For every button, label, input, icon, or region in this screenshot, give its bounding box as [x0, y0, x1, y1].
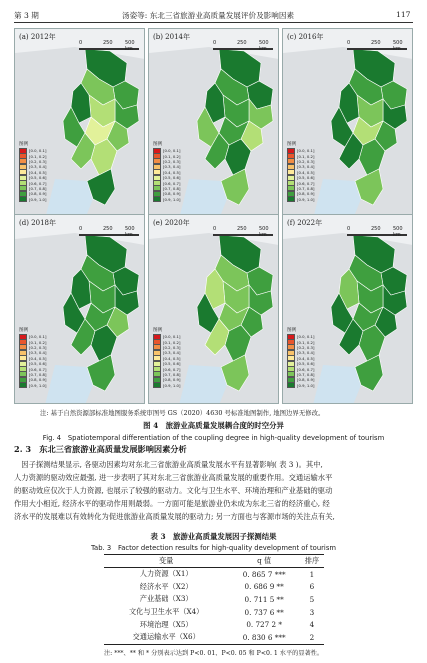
legend-item [153, 197, 193, 202]
legend-label: [0.3, 0.4] [297, 164, 315, 170]
scale-tick-label: 250 [237, 40, 247, 46]
scale-tick-label: 0 [347, 40, 351, 46]
cell-variable: 环境治理（X5） [139, 619, 193, 629]
map-panel [14, 28, 145, 218]
legend-label: [0.4, 0.5] [163, 169, 181, 175]
panel-label: (e) 2020年 [153, 219, 190, 227]
map-panel [282, 28, 413, 218]
map-legend [287, 141, 327, 202]
scale-tick-label: 250 [237, 226, 247, 232]
panel-label: (a) 2012年 [19, 33, 56, 41]
table-row [104, 618, 324, 631]
legend-label: [0.7, 0.8] [29, 185, 47, 191]
legend-label: [0.9, 1.0] [29, 382, 47, 388]
cell-q: 0. 686 9 ** [244, 582, 284, 592]
legend-label: [0.1, 0.2] [29, 153, 47, 159]
table-row [104, 581, 324, 594]
figure-caption-cn: 图 4 旅游业高质量发展耦合度的时空分异 [143, 421, 284, 430]
legend-label: [0.1, 0.2] [163, 339, 181, 345]
paragraph-line: 因子探测结果显示, 各驱动因素均对东北三省旅游业高质量发展水平有显著影响( 表 3 )。其中, [14, 460, 323, 469]
table-header-row [104, 555, 324, 568]
scale-bar [213, 226, 277, 238]
cell-q: 0. 865 7 *** [242, 569, 286, 579]
cell-q: 0. 830 6 *** [228, 631, 300, 644]
legend-label: [0.0, 0.1] [29, 334, 47, 340]
scale-tick-label: 500 km [393, 40, 403, 52]
table-caption-cn: 表 3 旅游业高质量发展因子探测结果 [150, 532, 277, 541]
section-heading: 2. 3 东北三省旅游业高质量发展影响因素分析 [14, 444, 187, 454]
cell-rank: 6 [309, 582, 315, 592]
legend-label: [0.2, 0.3] [297, 158, 315, 164]
legend-label: [0.0, 0.1] [297, 148, 315, 154]
legend-label: [0.3, 0.4] [163, 164, 181, 170]
legend-label: [0.9, 1.0] [297, 196, 315, 202]
scale-tick-label: 500 km [125, 226, 135, 238]
table-row [104, 568, 324, 581]
paragraph-line: 人力资源的驱动效应最强, 进一步表明了其对东北三省旅游业高质量发展的重要作用。交通运输水平 [14, 473, 333, 482]
paragraph-line: 的驱动效应仅次于人力资源, 也展示了较强的驱动力。文化与卫生水平、环境治理和产业基础的驱动 [14, 486, 333, 495]
legend-label: [0.7, 0.8] [163, 185, 181, 191]
table-row [104, 631, 324, 644]
legend-label: [0.2, 0.3] [297, 344, 315, 350]
scale-tick-label: 0 [213, 226, 217, 232]
legend-label: [0.2, 0.3] [29, 344, 47, 350]
legend-label: [0.1, 0.2] [297, 153, 315, 159]
legend-item [19, 383, 59, 388]
legend-label: [0.8, 0.9] [297, 377, 315, 383]
header-rule [14, 22, 413, 23]
header-variable: 变量 [104, 555, 228, 568]
legend-title: 图例 [287, 328, 297, 333]
cell-variable: 文化与卫生水平（X4） [128, 607, 204, 617]
scale-tick-label: 0 [79, 226, 83, 232]
legend-swatch [287, 196, 295, 202]
header-rank: 排序 [300, 555, 324, 568]
map-note: 注: 基于自然资源部标准地图服务系统审图号 GS（2020）4630 号标准地图制作, 地图边界无修改。 [40, 409, 325, 417]
panel-label: (c) 2016年 [287, 33, 324, 41]
map-legend [153, 141, 193, 202]
page-number: 117 [396, 10, 411, 19]
section-paragraph [14, 458, 414, 523]
legend-label: [0.6, 0.7] [163, 180, 181, 186]
scale-tick-label: 250 [371, 226, 381, 232]
legend-label: [0.5, 0.6] [29, 361, 47, 367]
legend-label: [0.7, 0.8] [29, 371, 47, 377]
map-panel [148, 28, 279, 218]
legend-label: [0.5, 0.6] [163, 175, 181, 181]
table-caption-en: Tab. 3 Factor detection results for high-quality development of tourism [91, 544, 336, 552]
figure-caption-en: Fig. 4 Spatiotemporal differentiation of the coupling degree in high-quality development of tourism [42, 434, 385, 442]
table-row [104, 606, 324, 619]
legend-label: [0.9, 1.0] [29, 196, 47, 202]
legend-label: [0.4, 0.5] [29, 169, 47, 175]
scale-tick-label: 0 [79, 40, 83, 46]
panel-label: (f) 2022年 [287, 219, 323, 227]
legend-label: [0.9, 1.0] [297, 382, 315, 388]
map-panel [148, 214, 279, 404]
legend-swatch [19, 196, 27, 202]
map-panel [282, 214, 413, 404]
legend-label: [0.3, 0.4] [297, 350, 315, 356]
cell-variable: 交通运输水平（X6） [104, 631, 228, 644]
legend-label: [0.0, 0.1] [163, 148, 181, 154]
scale-tick-label: 0 [213, 40, 217, 46]
legend-label: [0.4, 0.5] [297, 169, 315, 175]
legend-label: [0.4, 0.5] [163, 355, 181, 361]
legend-title: 图例 [19, 328, 29, 333]
map-legend [19, 327, 59, 388]
table-row [104, 593, 324, 606]
legend-label: [0.4, 0.5] [29, 355, 47, 361]
legend-label: [0.5, 0.6] [29, 175, 47, 181]
cell-rank: 3 [309, 607, 315, 617]
cell-rank: 5 [309, 594, 315, 604]
legend-label: [0.5, 0.6] [163, 361, 181, 367]
legend-label: [0.3, 0.4] [29, 164, 47, 170]
legend-title: 图例 [287, 142, 297, 147]
legend-label: [0.6, 0.7] [163, 366, 181, 372]
cell-variable: 经济水平（X2） [139, 581, 193, 591]
legend-label: [0.8, 0.9] [163, 191, 181, 197]
legend-label: [0.1, 0.2] [163, 153, 181, 159]
running-header-title: 汤姿等: 东北三省旅游业高质量发展评价及影响因素 [122, 11, 295, 20]
legend-item [19, 197, 59, 202]
scale-tick-label: 250 [103, 226, 113, 232]
cell-q: 0. 711 5 ** [244, 594, 284, 604]
legend-swatch [153, 382, 161, 388]
map-legend [287, 327, 327, 388]
scale-bar [213, 40, 277, 52]
legend-swatch [19, 382, 27, 388]
legend-label: [0.0, 0.1] [163, 334, 181, 340]
map-legend [19, 141, 59, 202]
legend-label: [0.6, 0.7] [29, 366, 47, 372]
legend-title: 图例 [19, 142, 29, 147]
header-q-value: q 值 [228, 555, 300, 568]
panel-label: (b) 2014年 [153, 33, 190, 41]
legend-label: [0.8, 0.9] [297, 191, 315, 197]
legend-title: 图例 [153, 328, 163, 333]
legend-label: [0.0, 0.1] [29, 148, 47, 154]
panel-label: (d) 2018年 [19, 219, 56, 227]
legend-label: [0.7, 0.8] [297, 185, 315, 191]
scale-tick-label: 250 [371, 40, 381, 46]
map-legend [153, 327, 193, 388]
cell-q: 0. 737 6 ** [244, 607, 284, 617]
scale-bar [347, 226, 411, 238]
legend-label: [0.0, 0.1] [297, 334, 315, 340]
legend-label: [0.1, 0.2] [297, 339, 315, 345]
legend-label: [0.7, 0.8] [163, 371, 181, 377]
legend-swatch [153, 196, 161, 202]
legend-label: [0.9, 1.0] [163, 382, 181, 388]
scale-bar [79, 40, 143, 52]
legend-label: [0.8, 0.9] [163, 377, 181, 383]
legend-label: [0.4, 0.5] [297, 355, 315, 361]
cell-rank: 2 [300, 631, 324, 644]
legend-swatch [287, 382, 295, 388]
legend-label: [0.9, 1.0] [163, 196, 181, 202]
legend-item [287, 197, 327, 202]
legend-label: [0.6, 0.7] [29, 180, 47, 186]
legend-title: 图例 [153, 142, 163, 147]
cell-rank: 1 [309, 569, 315, 579]
legend-label: [0.2, 0.3] [29, 158, 47, 164]
paragraph-line: 作用大小相近, 经济水平的驱动作用则最弱。一方面可能是旅游业仍未成为东北三省的经济重心, 经 [14, 499, 330, 508]
scale-tick-label: 500 km [259, 226, 269, 238]
legend-label: [0.6, 0.7] [297, 180, 315, 186]
scale-tick-label: 500 km [125, 40, 135, 52]
cell-variable: 产业基础（X3） [139, 594, 193, 604]
table-note: 注: ***、** 和 * 分别表示达到 P<0. 01、P<0. 05 和 P<0. 1 水平的显著性。 [104, 650, 324, 657]
cell-q: 0. 727 2 * [246, 620, 282, 630]
running-header-issue: 第 3 期 [14, 11, 39, 20]
legend-label: [0.2, 0.3] [163, 158, 181, 164]
legend-label: [0.1, 0.2] [29, 339, 47, 345]
scale-bar [79, 226, 143, 238]
scale-tick-label: 500 km [259, 40, 269, 52]
factor-detection-table [104, 554, 324, 645]
map-panel [14, 214, 145, 404]
legend-label: [0.5, 0.6] [297, 175, 315, 181]
legend-label: [0.6, 0.7] [297, 366, 315, 372]
scale-tick-label: 500 km [393, 226, 403, 238]
legend-label: [0.3, 0.4] [29, 350, 47, 356]
legend-label: [0.8, 0.9] [29, 377, 47, 383]
scale-tick-label: 0 [347, 226, 351, 232]
cell-rank: 4 [309, 620, 315, 630]
legend-label: [0.7, 0.8] [297, 371, 315, 377]
legend-label: [0.8, 0.9] [29, 191, 47, 197]
paragraph-line: 济水平的发展难以有效转化为促进旅游业高质量发展的驱动力; 另一方面也与客源市场的关注点有关, [14, 512, 335, 521]
legend-label: [0.2, 0.3] [163, 344, 181, 350]
cell-variable: 人力资源（X1） [139, 569, 193, 579]
legend-label: [0.5, 0.6] [297, 361, 315, 367]
legend-label: [0.3, 0.4] [163, 350, 181, 356]
scale-tick-label: 250 [103, 40, 113, 46]
legend-item [153, 383, 193, 388]
scale-bar [347, 40, 411, 52]
legend-item [287, 383, 327, 388]
